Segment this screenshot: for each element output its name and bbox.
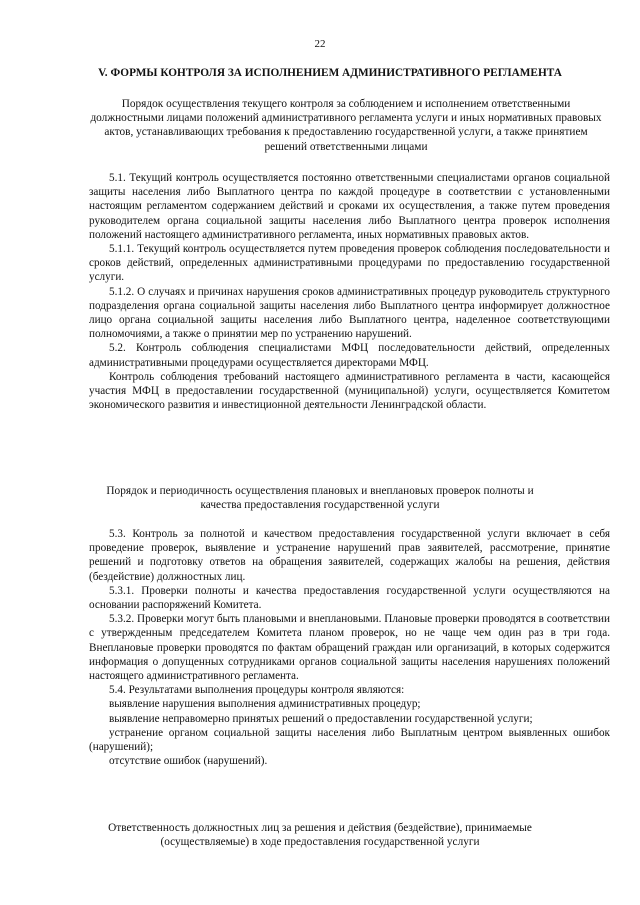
list-item: выявление нарушения выполнения административных процедур; xyxy=(109,698,421,711)
list-item: выявление неправомерно принятых решений о предоставлении государственной услуги; xyxy=(109,712,533,725)
subheading-current-control: Порядок осуществления текущего контроля за соблюдением и исполнением ответственными должностными лицами положений административного регламента услуги и иных нормативных правовых актов, устанавливающих требования к предоставлению государственной услуги, а также принятием решений ответственными лицами xyxy=(90,98,602,153)
paragraph-5-3: 5.3. Контроль за полнотой и качеством предоставления государственной услуги включает в себя проведение проверок, выявление и устранение нарушений прав заявителей, рассмотрение, принятие решений и подготовку ответов на обращения заявителей, содержащих жалобы на решения, действия (бездействие) должностных лиц. xyxy=(89,528,610,583)
section-body-1 xyxy=(89,171,610,412)
list-item: отсутствие ошибок (нарушений). xyxy=(109,755,268,768)
subheading-responsibility: Ответственность должностных лиц за решения и действия (бездействие), принимаемые (осуществляемые) в ходе предоставления государственной услуги xyxy=(108,822,532,849)
section-body-2 xyxy=(89,527,610,768)
paragraph-5-3-1: 5.3.1. Проверки полноты и качества предоставления государственной услуги осуществляются на основании распоряжений Комитета. xyxy=(89,584,610,612)
paragraph-5-3-2: 5.3.2. Проверки могут быть плановыми и внеплановыми. Плановые проверки проводятся в соответствии с утвержденным председателем Комитета планом проверок, но не чаще чем один раз в три года. Внеплановые проверки проводятся по фактам обращений граждан или организаций, в которых содержится информация о допущенных сотрудниками органов социальной защиты населения нарушениях положений настоящего административного регламента. xyxy=(89,613,610,683)
subheading-planned-checks: Порядок и периодичность осуществления плановых и внеплановых проверок полноты и качества предоставления государственной услуги xyxy=(106,485,534,512)
paragraph-5-1-2: 5.1.2. О случаях и причинах нарушения сроков административных процедур руководитель структурного подразделения органа социальной защиты населения либо Выплатного центра информирует должностное лицо органа социальной защиты населения либо Выплатного центра, наделенное соответствующими полномочиями, а также о принятии мер по устранению нарушений. xyxy=(89,285,610,341)
paragraph-5-2: 5.2. Контроль соблюдения специалистами МФЦ последовательности действий, определенных административными процедурами осуществляется директорами МФЦ. xyxy=(89,342,610,369)
paragraph-5-1: 5.1. Текущий контроль осуществляется постоянно ответственными специалистами органов социальной защиты населения либо Выплатного центра по каждой процедуре в соответствии с установленными настоящим регламентом содержанием действий и сроками их осуществления, а также путем проведения руководителем органа социальной защиты населения либо Выплатного центра проверок исполнения положений настоящего административного регламента, иных нормативных правовых актов. xyxy=(89,172,610,241)
paragraph-5-1-1: 5.1.1. Текущий контроль осуществляется путем проведения проверок соблюдения последовательности и сроков действий, определенных административными процедурами по предоставлению государственной услуги. xyxy=(89,243,610,284)
paragraph-mfc-control: Контроль соблюдения требований настоящего административного регламента в части, касающейся участия МФЦ в предоставлении государственной (муниципальной) услуги, осуществляется Комитетом экономического развития и инвестиционной деятельности Ленинградской области. xyxy=(89,370,610,412)
section-title: V. ФОРМЫ КОНТРОЛЯ ЗА ИСПОЛНЕНИЕМ АДМИНИСТРАТИВНОГО РЕГЛАМЕНТА xyxy=(98,67,562,79)
page-number: 22 xyxy=(314,38,326,50)
list-item: устранение органом социальной защиты населения либо Выплатным центром выявленных ошибок (нарушений); xyxy=(89,726,610,754)
paragraph-5-4: 5.4. Результатами выполнения процедуры контроля являются: xyxy=(109,684,405,697)
